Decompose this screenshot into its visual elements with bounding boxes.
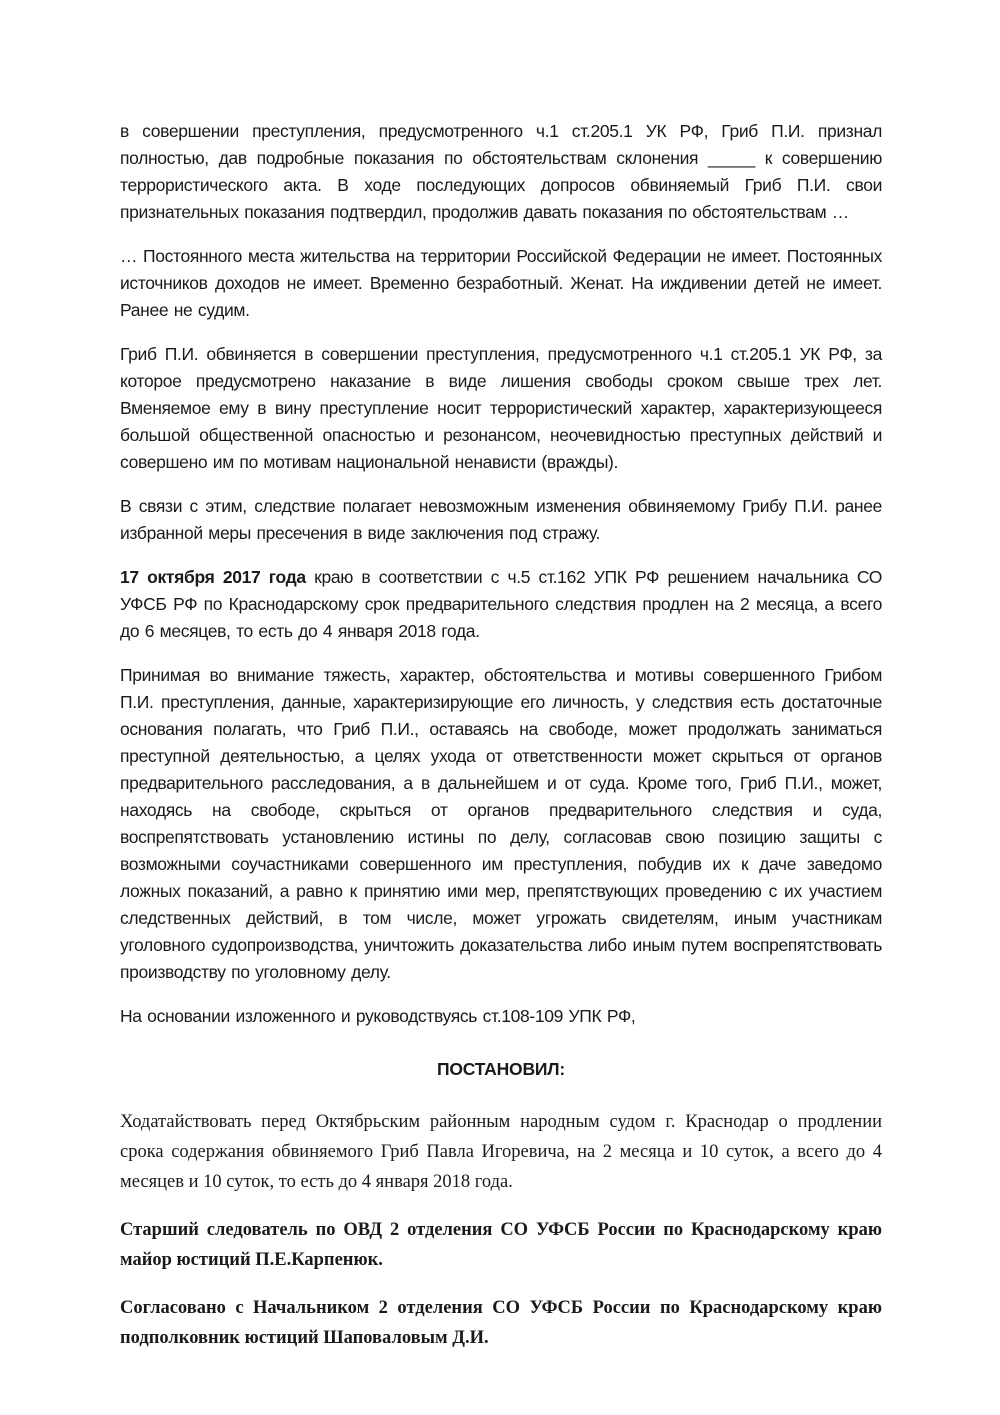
paragraph-detention-measure: В связи с этим, следствие полагает невозможным изменения обвиняемому Грибу П.И. ранее избранной меры пресечения в виде заключения под стражу. — [120, 496, 882, 543]
paragraph-investigator-signature: Старший следователь по ОВД 2 отделения СО УФСБ России по Краснодарскому краю майор юстиций П.Е.Карпенюк. — [120, 1220, 882, 1270]
resolution-heading: ПОСТАНОВИЛ: — [437, 1059, 565, 1079]
paragraph-legal-basis: На основании изложенного и руководствуясь ст.108-109 УПК РФ, — [120, 1006, 636, 1026]
extension-decision-text: краю в соответствии с ч.5 ст.162 УПК РФ решением начальника СО УФСБ РФ по Краснодарскому срок предварительного следствия продлен на 2 месяца, а всего до 6 месяцев, то есть до 4 января 2018 года. — [120, 567, 882, 641]
paragraph-extension-decision — [120, 564, 882, 645]
paragraph-court-petition: Ходатайствовать перед Октябрьским районным народным судом г. Краснодар о продлении срока содержания обвиняемого Гриб Павла Игоревича, на 2 месяца и 10 суток, а всего до 4 месяцев и 10 суток, то есть до 4 января 2018 года. — [120, 1112, 882, 1192]
paragraph-confession: в совершении преступления, предусмотренного ч.1 ст.205.1 УК РФ, Гриб П.И. признал полностью, дав подробные показания по обстоятельствам склонения _____ к совершению террористического акта. В ходе последующих допросов обвиняемый Гриб П.И. свои признательных показания подтвердил, продолжив давать показания по обстоятельствам … — [120, 121, 882, 222]
paragraph-residence-status: … Постоянного места жительства на территории Российской Федерации не имеет. Постоянных источников доходов не имеет. Временно безработный. Женат. На иждивении детей не имеет. Ранее не судим. — [120, 246, 882, 320]
paragraph-approval-signature: Согласовано с Начальником 2 отделения СО УФСБ России по Краснодарскому краю подполковник юстиций Шаповаловым Д.И. — [120, 1298, 882, 1348]
extension-date-bold-lead: 17 октября 2017 года — [120, 567, 306, 587]
paragraph-flight-risk-grounds: Принимая во внимание тяжесть, характер, обстоятельства и мотивы совершенного Грибом П.И. преступления, данные, характеризирующие его личность, у следствия есть достаточные основания полагать, что Гриб П.И., оставаясь на свободе, может продолжать заниматься преступной деятельностью, а целях ухода от ответственности может скрыться от органов предварительного расследования, а в дальнейшем и от суда. Кроме того, Гриб П.И., может, находясь на свободе, скрыться от органов предварительного следствия и суда, воспрепятствовать установлению истины по делу, согласовав свою позицию защиты с возможными соучастниками совершенного им преступления, побудив их к даче заведомо ложных показаний, а равно к принятию ими мер, препятствующих проведению с их участием следственных действий, в том числе, может угрожать свидетелям, иным участникам уголовного судопроизводства, уничтожить доказательства либо иным путем воспрепятствовать производству по уголовному делу. — [120, 665, 882, 982]
paragraph-charge-description: Гриб П.И. обвиняется в совершении преступления, предусмотренного ч.1 ст.205.1 УК РФ, за которое предусмотрено наказание в виде лишения свободы сроком свыше трех лет. Вменяемое ему в вину преступление носит террористический характер, характеризующееся большой общественной опасностью и резонансом, неочевидностью преступных действий и совершено им по мотивам национальной ненависти (вражды). — [120, 344, 882, 472]
